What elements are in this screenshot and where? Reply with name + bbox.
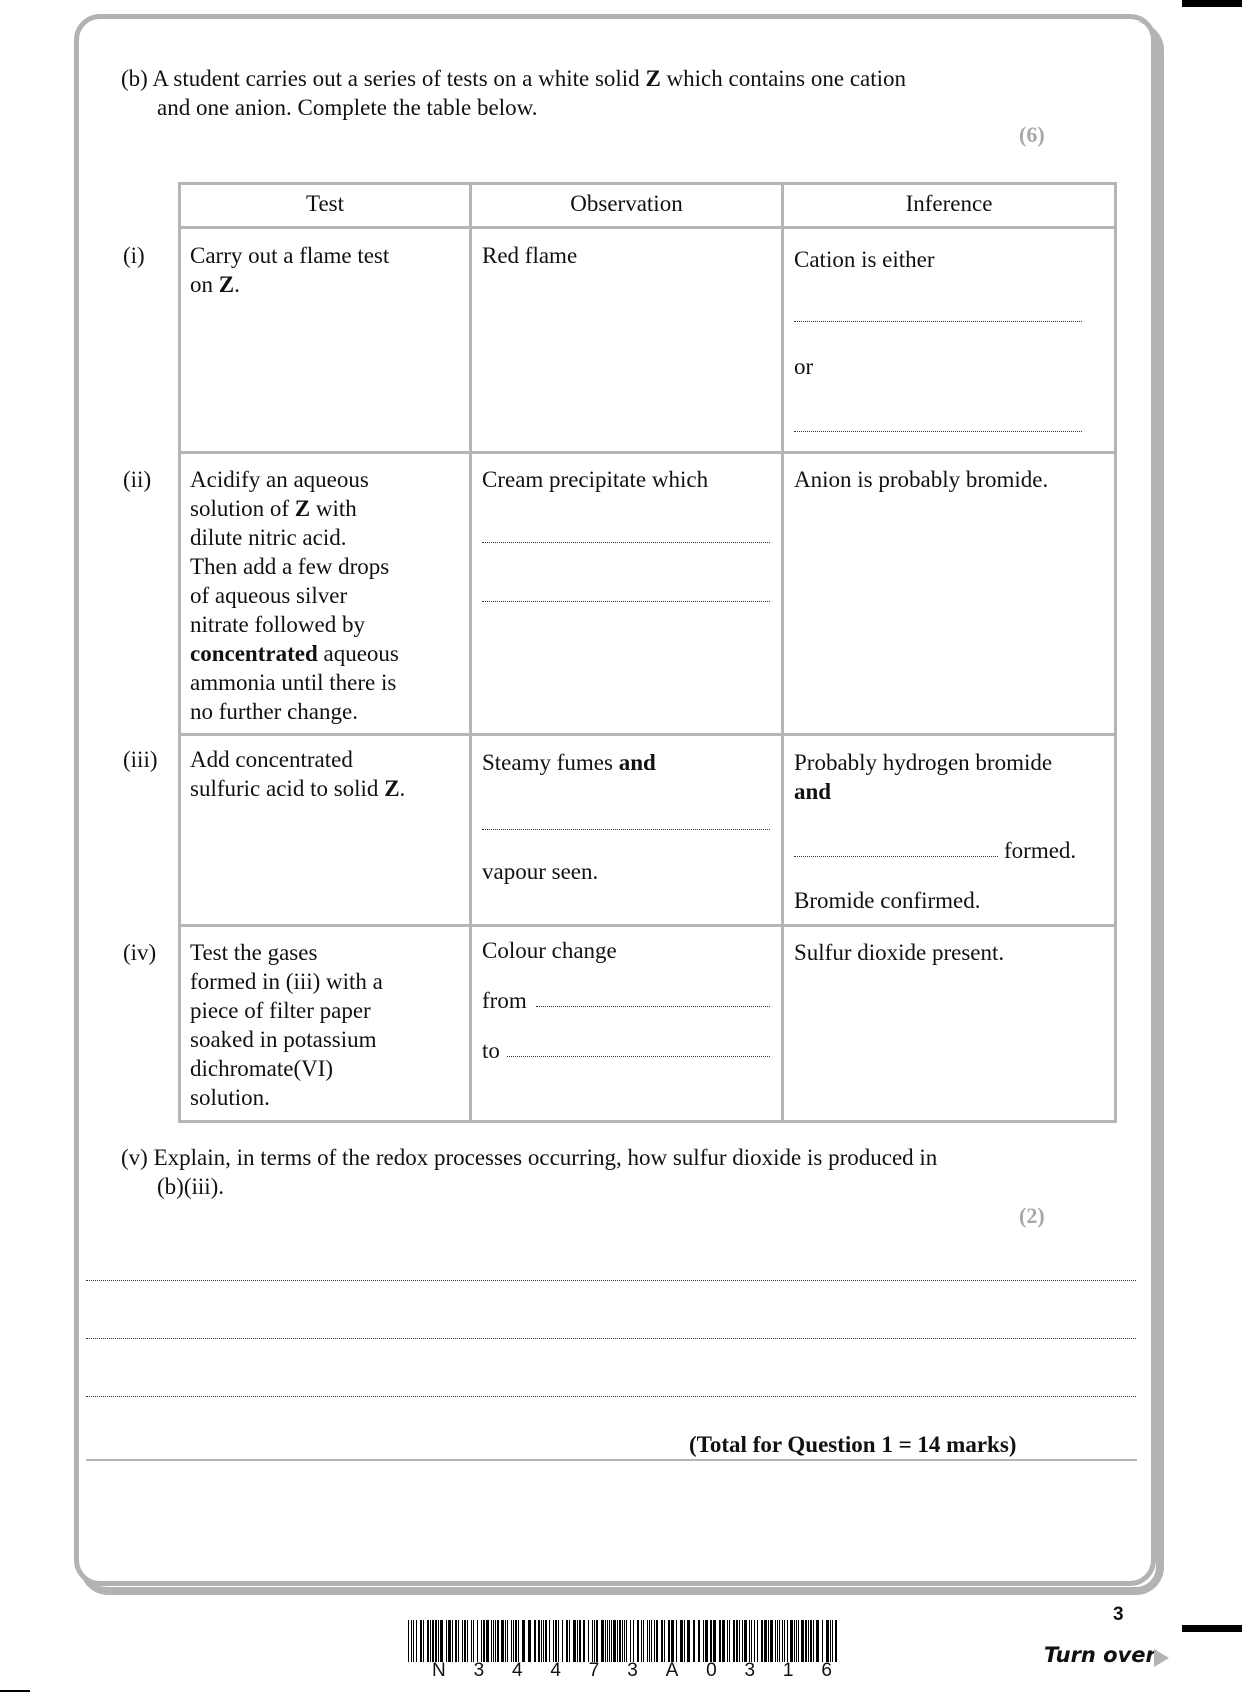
barcode-bar [719,1620,721,1662]
barcode-bar [742,1620,743,1662]
barcode-bar [826,1620,829,1662]
barcode-bar [641,1620,642,1662]
question-b-line2: and one anion. Complete the table below. [157,95,538,120]
barcode-bar [727,1620,728,1662]
test-text-part: . [399,776,406,801]
emphasis-and: and [794,779,832,804]
barcode-bar [796,1620,797,1662]
row-label-ii: (ii) [123,467,152,492]
barcode-char: 6 [821,1660,832,1681]
barcode-bar [676,1620,677,1662]
barcode-bar [656,1620,658,1662]
barcode-bar [822,1620,823,1662]
row-i-inference-or: or [794,354,814,379]
barcode-bar [495,1620,496,1662]
barcode-bar [671,1620,674,1662]
row-i-inference-line1: Cation is either [794,247,935,272]
page-number: 3 [1113,1604,1124,1625]
barcode-bar [538,1620,540,1662]
barcode-bar [784,1620,785,1662]
barcode-bar [777,1620,778,1662]
barcode-bar [534,1620,536,1662]
barcode-bar [622,1620,623,1662]
barcode-bar [607,1620,608,1662]
barcode-bar [757,1620,758,1662]
answer-line-product[interactable] [794,856,998,857]
barcode-bar [761,1620,763,1662]
test-text: no further change. [190,699,358,724]
test-text-part: on [190,272,219,297]
barcode-bar [668,1620,670,1662]
header-inference: Inference [905,191,993,216]
barcode-bar [573,1620,576,1662]
answer-line-colour-from[interactable] [536,1006,770,1007]
barcode-bar [770,1620,773,1662]
test-text [190,270,389,299]
barcode-bar [435,1620,437,1662]
barcode-bar [577,1620,578,1662]
barcode-bar [467,1620,468,1662]
table-row-divider [178,451,1117,454]
barcode-bar [566,1620,568,1662]
barcode-bar [754,1620,755,1662]
barcode-bar [687,1620,690,1662]
test-text: of aqueous silver [190,583,348,608]
barcode-bar [684,1620,685,1662]
test-text-part: solution of [190,496,295,521]
barcode-bar [518,1620,519,1662]
table-border-top [178,182,1117,185]
test-text: ammonia until there is [190,670,397,695]
barcode-bar [832,1620,833,1662]
barcode-char: 3 [744,1660,756,1681]
solid-z-label: Z [384,776,400,801]
answer-line-precipitate-1[interactable] [482,542,770,543]
header-observation: Observation [570,191,683,216]
row-iv-test [190,938,383,1112]
barcode-bar [592,1620,593,1662]
row-iii-test [190,745,405,803]
solid-z-label: Z [294,496,311,521]
row-iii-inference-confirmed: Bromide confirmed. [794,888,981,913]
test-text [190,639,399,668]
barcode-bar [605,1620,606,1662]
row-iv-observation-to: to [482,1038,500,1063]
barcode-bar [501,1620,504,1662]
barcode-bar [661,1620,663,1662]
barcode-bar [810,1620,812,1662]
barcode-bar [698,1620,700,1662]
barcode-bar [739,1620,740,1662]
barcode-bar [787,1620,788,1662]
test-text: Then add a few drops [190,554,390,579]
barcode-bar [473,1620,474,1662]
question-b-line1 [121,64,906,93]
barcode-bar [541,1620,542,1662]
turn-over-label: Turn over [1044,1643,1156,1667]
test-text: formed in (iii) with a [190,969,383,994]
table-border-right [1114,182,1117,1123]
barcode-bar [779,1620,780,1662]
barcode-bar [768,1620,769,1662]
barcode-bar [710,1620,712,1662]
barcode-bar [497,1620,499,1662]
barcode-bar [507,1620,508,1662]
barcode-bar [643,1620,644,1662]
barcode-bar [440,1620,443,1662]
barcode-bar [613,1620,616,1662]
barcode-bar [486,1620,489,1662]
barcode-bar [649,1620,650,1662]
barcode-bar [432,1620,434,1662]
barcode-char: A [665,1660,679,1681]
barcode-bar [562,1620,563,1662]
total-underline [86,1459,1137,1461]
barcode-char: 7 [588,1660,600,1681]
question-v-label: (v) [121,1145,148,1170]
barcode-bar [611,1620,612,1662]
barcode-bar [751,1620,752,1662]
barcode-bar [446,1620,447,1662]
barcode-bar [808,1620,809,1662]
barcode-bar [413,1620,414,1662]
barcode-bar [693,1620,695,1662]
barcode-bar [637,1620,639,1662]
barcode-bar [423,1620,424,1662]
barcode-bar [624,1620,625,1662]
question-v-text: Explain, in terms of the redox processes occurring, how sulfur dioxide is produced in [153,1145,938,1170]
table-header-divider [178,226,1117,229]
barcode-char: 3 [627,1660,638,1681]
barcode-char: N [432,1660,446,1681]
row-iv-inference: Sulfur dioxide present. [794,940,1005,965]
barcode-bar [522,1620,525,1662]
barcode-bar [680,1620,683,1662]
barcode-bar [483,1620,485,1662]
row-iv-observation-line1: Colour change [482,938,617,963]
solid-z-label: Z [218,272,235,297]
row-label-iv: (iv) [123,940,157,965]
barcode-bar [764,1620,767,1662]
barcode-bar [801,1620,804,1662]
barcode-bar [619,1620,621,1662]
answer-line-vapour[interactable] [482,829,770,830]
barcode-text [432,1660,832,1682]
barcode-bar [722,1620,725,1662]
barcode-bar [569,1620,570,1662]
row-ii-test [190,465,399,726]
row-iii-observation-line1 [482,748,656,777]
row-ii-inference: Anion is probably bromide. [794,467,1049,492]
barcode-char: 4 [511,1660,523,1681]
test-text: solution. [190,1085,270,1110]
test-text: piece of filter paper [190,998,371,1023]
barcode-bar [493,1620,494,1662]
row-iii-observation-end: vapour seen. [482,859,599,884]
barcode-bar [416,1620,417,1662]
registration-mark-top-right [1182,0,1242,7]
barcode-bar [513,1620,514,1662]
barcode-bar [555,1620,557,1662]
barcode-bar [579,1620,581,1662]
answer-line-cation-2[interactable] [794,431,1082,432]
question-b-text: A student carries out a series of tests on a white solid [152,66,646,91]
barcode-bar [647,1620,648,1662]
barcode-bar [713,1620,716,1662]
question-b-text-end: which contains one cation [660,66,907,91]
barcode-bar [782,1620,783,1662]
barcode-bar [617,1620,618,1662]
answer-line-precipitate-2[interactable] [482,601,770,602]
barcode-bar [749,1620,750,1662]
observation-text: Steamy fumes [482,750,619,775]
table-row-divider [178,733,1117,736]
barcode-bar [733,1620,735,1662]
barcode-bar [515,1620,517,1662]
barcode-bar [664,1620,665,1662]
barcode-bar [609,1620,610,1662]
test-text: Acidify an aqueous [190,467,369,492]
row-iii-inference-formed: formed. [1004,838,1077,863]
barcode-bar [511,1620,512,1662]
barcode-bar [545,1620,547,1662]
barcode-bar [477,1620,478,1662]
barcode-bar [651,1620,652,1662]
question-v-line1 [121,1143,937,1172]
test-text: soaked in potassium [190,1027,377,1052]
barcode-bar [438,1620,439,1662]
emphasis-concentrated: concentrated [190,641,318,666]
answer-line-colour-to[interactable] [507,1056,770,1057]
barcode-char: 1 [782,1660,794,1681]
marks-b: (6) [1019,122,1045,147]
row-label-i: (i) [123,243,145,268]
barcode-bar [626,1620,627,1662]
barcode-bar [462,1620,463,1662]
test-text-part: sulfuric acid to solid [190,776,385,801]
barcode-bar [464,1620,466,1662]
table-col-divider [781,182,784,1123]
barcode-bar [794,1620,795,1662]
test-text-part: with [310,496,357,521]
barcode-char: 3 [473,1660,485,1681]
row-iv-observation-from: from [482,988,527,1013]
answer-line-cation-1[interactable] [794,321,1082,322]
barcode-bar [549,1620,550,1662]
barcode-bar [775,1620,776,1662]
barcode-bar [813,1620,814,1662]
barcode-bar [558,1620,559,1662]
test-text [190,494,399,523]
barcode-bar [528,1620,531,1662]
barcode-bar [805,1620,807,1662]
solid-z-label: Z [645,66,661,91]
row-label-iii: (iii) [123,747,158,772]
question-v-line2: (b)(iii). [157,1174,225,1199]
barcode-bar [420,1620,422,1662]
test-text: Carry out a flame test [190,243,390,268]
barcode-bar [458,1620,459,1662]
barcode-bar [583,1620,585,1662]
barcode-bar [654,1620,655,1662]
marks-v: (2) [1019,1203,1045,1228]
barcode-bar [596,1620,598,1662]
barcode-bar [830,1620,831,1662]
barcode-bar [835,1620,837,1662]
table-border-bottom [178,1120,1117,1123]
barcode-bar [491,1620,492,1662]
row-i-test [190,241,389,299]
turn-over-arrow-icon [1154,1649,1169,1667]
test-text-part: aqueous [317,641,399,666]
row-i-observation: Red flame [482,243,578,268]
barcode-bar [798,1620,799,1662]
barcode-bar [471,1620,472,1662]
barcode-bar [790,1620,793,1662]
barcode-bar [448,1620,451,1662]
barcode-char: 0 [706,1660,717,1681]
test-text: dichromate(VI) [190,1056,334,1081]
barcode-bar [411,1620,412,1662]
test-text [190,774,405,803]
barcode-bar [601,1620,604,1662]
registration-mark-bottom-right [1182,1625,1242,1632]
barcode-bar [729,1620,730,1662]
barcode-bar [553,1620,554,1662]
barcode-bar [505,1620,506,1662]
table-border-left [178,182,181,1123]
barcode-bar [705,1620,708,1662]
barcode-bar [744,1620,747,1662]
barcode-bar [481,1620,482,1662]
question-b-label: (b) [121,66,148,91]
answer-line-v-3[interactable] [86,1396,1136,1397]
header-test: Test [306,191,344,216]
barcode-bar [430,1620,431,1662]
answer-line-v-2[interactable] [86,1338,1136,1339]
barcode [408,1620,842,1662]
barcode-bar [736,1620,738,1662]
total-marks: (Total for Question 1 = 14 marks) [689,1432,1017,1457]
table-col-divider [469,182,472,1123]
registration-mark-bottom-left [0,1690,30,1692]
row-ii-observation: Cream precipitate which [482,467,709,492]
barcode-bar [543,1620,544,1662]
table-row-divider [178,924,1117,927]
barcode-bar [588,1620,589,1662]
test-text: Add concentrated [190,747,353,772]
barcode-bar [630,1620,631,1662]
answer-line-v-1[interactable] [86,1280,1136,1281]
test-text: nitrate followed by [190,612,366,637]
test-text: dilute nitric acid. [190,525,347,550]
barcode-bar [816,1620,819,1662]
barcode-bar [703,1620,704,1662]
barcode-bar [427,1620,429,1662]
test-text: Test the gases [190,940,318,965]
row-iii-inference [794,748,1052,806]
inference-text: Probably hydrogen bromide [794,750,1053,775]
emphasis-and: and [618,750,656,775]
barcode-bar [633,1620,634,1662]
test-text-part: . [234,272,240,297]
barcode-char: 4 [550,1660,561,1681]
barcode-bar [408,1620,409,1662]
barcode-bar [455,1620,457,1662]
barcode-bar [594,1620,595,1662]
barcode-bar [452,1620,453,1662]
